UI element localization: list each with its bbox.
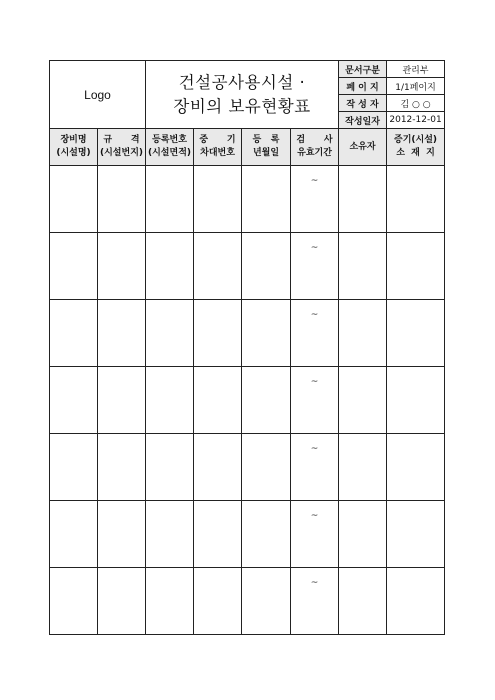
column-header-reg-date — [242, 129, 291, 166]
cell-location[interactable] — [387, 367, 445, 434]
cell-reg-number[interactable] — [146, 568, 194, 635]
table-row — [50, 501, 445, 568]
cell-inspection[interactable] — [291, 501, 339, 568]
cell-equipment[interactable] — [50, 501, 98, 568]
cell-equipment[interactable] — [50, 300, 98, 367]
meta-label-doc-type: 문서구분 — [339, 61, 387, 78]
meta-label-page: 페 이 지 — [339, 78, 387, 95]
cell-equipment[interactable] — [50, 233, 98, 300]
cell-reg-number[interactable] — [146, 367, 194, 434]
cell-chassis[interactable] — [194, 434, 242, 501]
validity-range-separator: ~ — [310, 511, 319, 521]
table-row — [50, 434, 445, 501]
column-header-location — [387, 129, 445, 166]
table-row — [50, 300, 445, 367]
status-table — [49, 60, 445, 635]
cell-equipment[interactable] — [50, 166, 98, 233]
column-header-line: 중 기 — [199, 135, 236, 145]
cell-equipment[interactable] — [50, 434, 98, 501]
column-header-line: 증기(시설) — [394, 135, 438, 145]
meta-value-doc-type: 관리부 — [387, 61, 445, 78]
table-row — [50, 166, 445, 233]
column-header-line: (시설번지) — [100, 148, 144, 158]
table-row — [50, 233, 445, 300]
cell-inspection[interactable] — [291, 568, 339, 635]
column-header-line: 검 사 — [296, 135, 333, 145]
cell-spec[interactable] — [98, 568, 146, 635]
column-header-line: 소유자 — [349, 141, 376, 152]
cell-reg-number[interactable] — [146, 166, 194, 233]
cell-chassis[interactable] — [194, 166, 242, 233]
cell-owner[interactable] — [339, 300, 387, 367]
cell-owner[interactable] — [339, 501, 387, 568]
cell-owner[interactable] — [339, 434, 387, 501]
table-body — [50, 166, 445, 635]
cell-inspection[interactable] — [291, 367, 339, 434]
form-sheet — [49, 60, 444, 635]
validity-range-separator: ~ — [310, 444, 319, 454]
cell-spec[interactable] — [98, 434, 146, 501]
cell-chassis[interactable] — [194, 300, 242, 367]
document-title — [146, 61, 339, 129]
cell-equipment[interactable] — [50, 568, 98, 635]
cell-owner[interactable] — [339, 367, 387, 434]
cell-chassis[interactable] — [194, 233, 242, 300]
cell-spec[interactable] — [98, 166, 146, 233]
cell-location[interactable] — [387, 233, 445, 300]
cell-inspection[interactable] — [291, 166, 339, 233]
column-header-line: (시설면적) — [148, 148, 192, 158]
cell-reg-date[interactable] — [242, 434, 291, 501]
column-header-line: (시설명) — [56, 148, 91, 158]
cell-reg-date[interactable] — [242, 233, 291, 300]
cell-reg-number[interactable] — [146, 233, 194, 300]
cell-reg-date[interactable] — [242, 166, 291, 233]
meta-value-author: 김 ○ ○ — [387, 95, 445, 112]
cell-spec[interactable] — [98, 233, 146, 300]
column-header-line: 년월일 — [252, 148, 280, 158]
cell-spec[interactable] — [98, 367, 146, 434]
title-line-2: 장비의 보유현황표 — [173, 96, 311, 116]
cell-reg-date[interactable] — [242, 300, 291, 367]
column-header-reg-number — [146, 129, 194, 166]
column-header-row — [50, 129, 445, 166]
title-line-1: 건설공사용시설 · — [178, 72, 306, 92]
cell-reg-date[interactable] — [242, 568, 291, 635]
cell-chassis[interactable] — [194, 367, 242, 434]
column-header-equipment — [50, 129, 98, 166]
cell-owner[interactable] — [339, 233, 387, 300]
cell-reg-date[interactable] — [242, 501, 291, 568]
meta-value-date: 2012-12-01 — [387, 112, 445, 129]
column-header-line: 차대번호 — [200, 148, 235, 158]
cell-chassis[interactable] — [194, 568, 242, 635]
validity-range-separator: ~ — [310, 310, 319, 320]
column-header-line: 장비명 — [60, 135, 87, 145]
cell-inspection[interactable] — [291, 300, 339, 367]
column-header-line: 유효기간 — [297, 148, 332, 158]
cell-chassis[interactable] — [194, 501, 242, 568]
cell-location[interactable] — [387, 434, 445, 501]
cell-reg-number[interactable] — [146, 501, 194, 568]
cell-spec[interactable] — [98, 501, 146, 568]
cell-reg-number[interactable] — [146, 434, 194, 501]
logo: Logo — [50, 61, 146, 129]
meta-value-page: 1/1페이지 — [387, 78, 445, 95]
column-header-inspection — [291, 129, 339, 166]
validity-range-separator: ~ — [310, 377, 319, 387]
validity-range-separator: ~ — [310, 243, 319, 253]
column-header-line: 소 재 지 — [396, 148, 435, 158]
cell-inspection[interactable] — [291, 233, 339, 300]
cell-equipment[interactable] — [50, 367, 98, 434]
cell-inspection[interactable] — [291, 434, 339, 501]
column-header-chassis — [194, 129, 242, 166]
cell-location[interactable] — [387, 501, 445, 568]
column-header-line: 등 록 — [252, 135, 280, 145]
cell-owner[interactable] — [339, 568, 387, 635]
cell-location[interactable] — [387, 166, 445, 233]
cell-reg-number[interactable] — [146, 300, 194, 367]
validity-range-separator: ~ — [310, 578, 319, 588]
column-header-line: 규 격 — [103, 135, 140, 145]
meta-label-date: 작성일자 — [339, 112, 387, 129]
cell-spec[interactable] — [98, 300, 146, 367]
cell-location[interactable] — [387, 300, 445, 367]
validity-range-separator: ~ — [310, 176, 319, 186]
cell-reg-date[interactable] — [242, 367, 291, 434]
table-row — [50, 568, 445, 635]
cell-owner[interactable] — [339, 166, 387, 233]
table-row — [50, 367, 445, 434]
meta-label-author: 작 성 자 — [339, 95, 387, 112]
cell-location[interactable] — [387, 568, 445, 635]
column-header-spec — [98, 129, 146, 166]
column-header-line: 등록번호 — [152, 135, 187, 145]
column-header-owner — [339, 129, 387, 166]
